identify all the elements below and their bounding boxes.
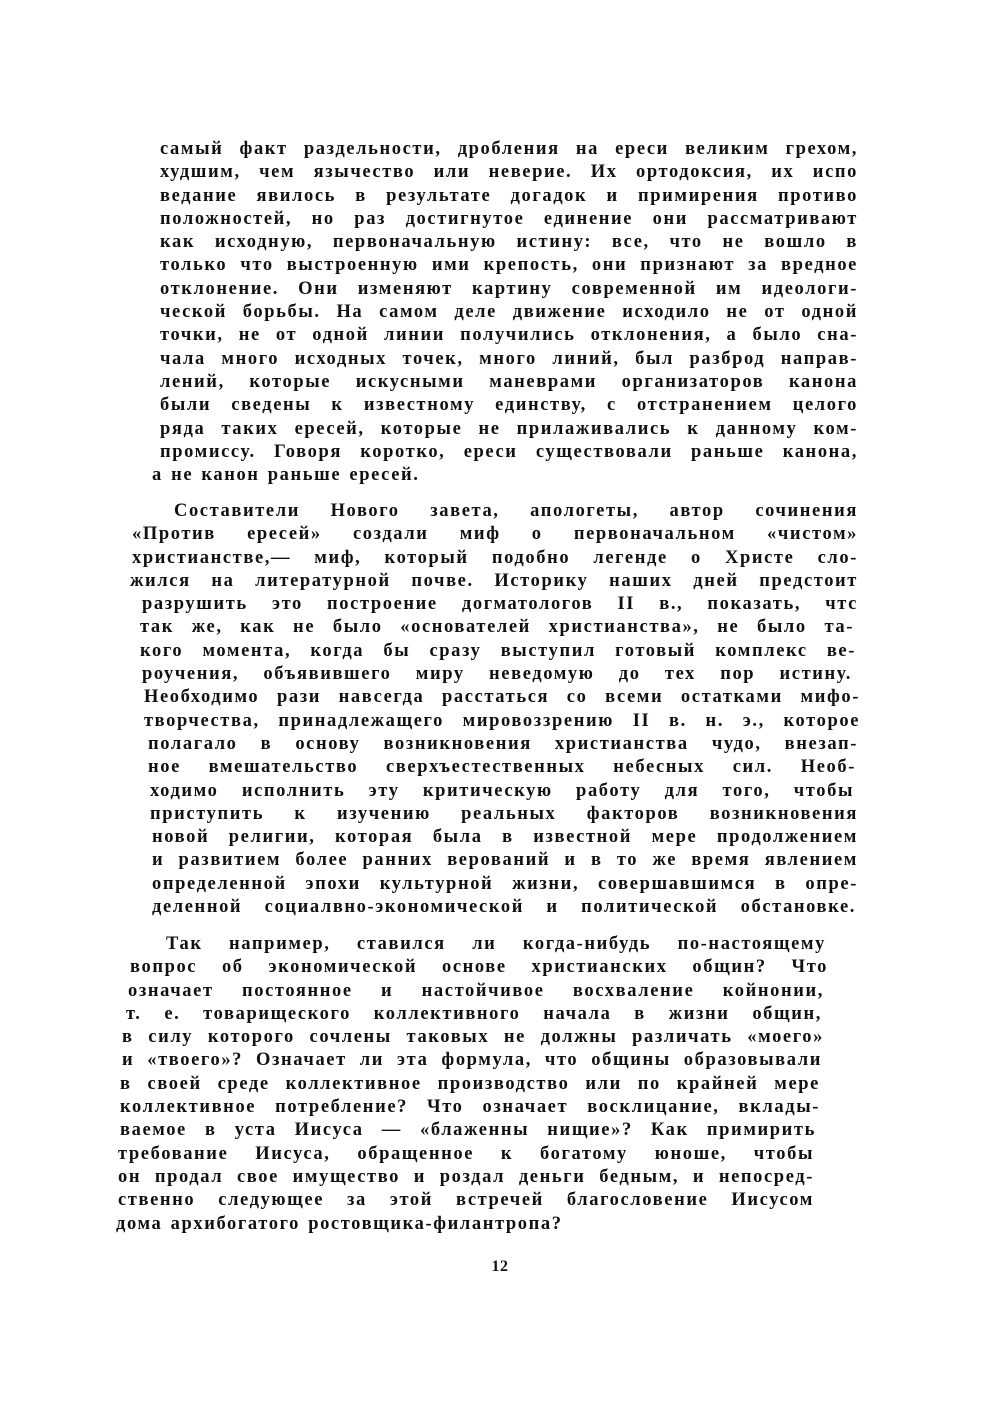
text-line: «Против ересей» создали миф о первоначальном «чистом» [132, 524, 858, 545]
text-line: требование Иисуса, обращенное к богатому юноше, чтобы [118, 1143, 814, 1164]
text-line: разрушить это построение догматологов II в., показать, чтс [142, 594, 858, 615]
text-line: чала много исходных точек, много линий, был разброд направ- [160, 348, 858, 369]
text-line: и развитием более ранних верований и в то же время явлением [152, 850, 858, 871]
text-line: самый факт раздельности, дробления на ереси великим грехом, [160, 139, 858, 159]
text-line: в своей среде коллективное производство или по крайней мере [120, 1073, 820, 1094]
text-line: означает постоянное и настойчивое восхваление койнонии, [128, 980, 824, 1001]
text-line: коллективное потребление? Что означает восклицание, вклады- [120, 1097, 820, 1118]
text-line: ное вмешательство сверхъестественных небесных сил. Необ- [148, 757, 856, 778]
text-line: ходимо исполнить эту критическую работу для того, чтобы [150, 780, 854, 801]
text-line: творчества, принадлежащего мировоззрению II в. н. э., которое [144, 710, 860, 731]
text-line: Необходимо рази навсегда расстаться со всеми остатками мифо- [144, 687, 860, 708]
text-line: и «твоего»? Означает ли эта формула, что общины образовывали [122, 1050, 822, 1071]
text-line: а не канон раньше ересей. [152, 465, 420, 486]
text-line: так же, как не было «основателей христианства», не было та- [140, 617, 854, 638]
text-line: были сведены к известному единству, с отстранением целого [160, 395, 858, 416]
text-line: ряда таких ересей, которые не прилаживались к данному ком- [160, 418, 858, 439]
text-line: ведание явилось в результате догадок и примирения противо [160, 185, 858, 206]
text-line: роучения, объявившего миру неведомую до тех пор истину. [142, 664, 852, 685]
text-line: только что выстроенную ими крепость, они признают за вредное [160, 255, 858, 276]
text-line: христианстве,— миф, который подобно легенде о Христе сло- [132, 547, 858, 568]
text-line: Составители Нового завета, апологеты, автор сочинения [174, 501, 858, 521]
text-line: приступить к изучению реальных факторов возникновения [150, 803, 858, 824]
paragraph-1 [152, 138, 858, 487]
text-line: определенной эпохи культурной жизни, совершавшимся в опре- [152, 873, 858, 894]
paragraph-2 [132, 500, 858, 919]
text-line: положностей, но раз достигнутое единение они рассматривают [160, 208, 858, 229]
text-line: в силу которого сочлены таковых не должны различать «моего» [122, 1027, 824, 1048]
paragraph-3 [118, 933, 828, 1236]
text-line: он продал свое имущество и роздал деньги бедным, и непосред- [118, 1166, 814, 1187]
text-line: кого момента, когда бы сразу выступил готовый комплекс ве- [140, 640, 856, 661]
text-line: точки, не от одной линии получились отклонения, а было сна- [160, 325, 858, 346]
page-number: 12 [491, 1258, 509, 1275]
text-line: промиссу. Говоря коротко, ереси существовали раньше канона, [160, 441, 858, 462]
text-line: новой религии, которая была в известной мере продолжением [152, 827, 858, 848]
text-line: худшим, чем язычество или неверие. Их ортодоксия, их испо [160, 162, 858, 183]
text-line: отклонение. Они изменяют картину современной им идеологи- [160, 278, 858, 299]
text-line: Так например, ставился ли когда-нибудь по-настоящему [166, 934, 826, 954]
text-line: деленной социалвно-экономической и политической обстановке. [152, 897, 856, 918]
text-line: полагало в основу возникновения христианства чудо, внезап- [148, 733, 858, 754]
text-line: как исходную, первоначальную истину: все, что не вошло в [160, 232, 858, 253]
text-line: ческой борьбы. На самом деле движение исходило не от одной [160, 302, 858, 323]
text-line: ваемое в уста Иисуса — «блаженны нищие»? Как примирить [120, 1120, 816, 1141]
text-line: ственно следующее за этой встречей благословение Иисусом [118, 1190, 814, 1211]
text-line: жился на литературной почве. Историку наших дней предстоит [130, 570, 858, 591]
text-line: вопрос об экономической основе христианских общин? Что [130, 957, 828, 978]
text-line: т. е. товарищеского коллективного начала в жизни общин, [126, 1003, 822, 1024]
text-line: дома архибогатого ростовщика-филантропа? [116, 1213, 563, 1234]
text-line: лений, которые искусными маневрами организаторов канона [160, 371, 858, 392]
